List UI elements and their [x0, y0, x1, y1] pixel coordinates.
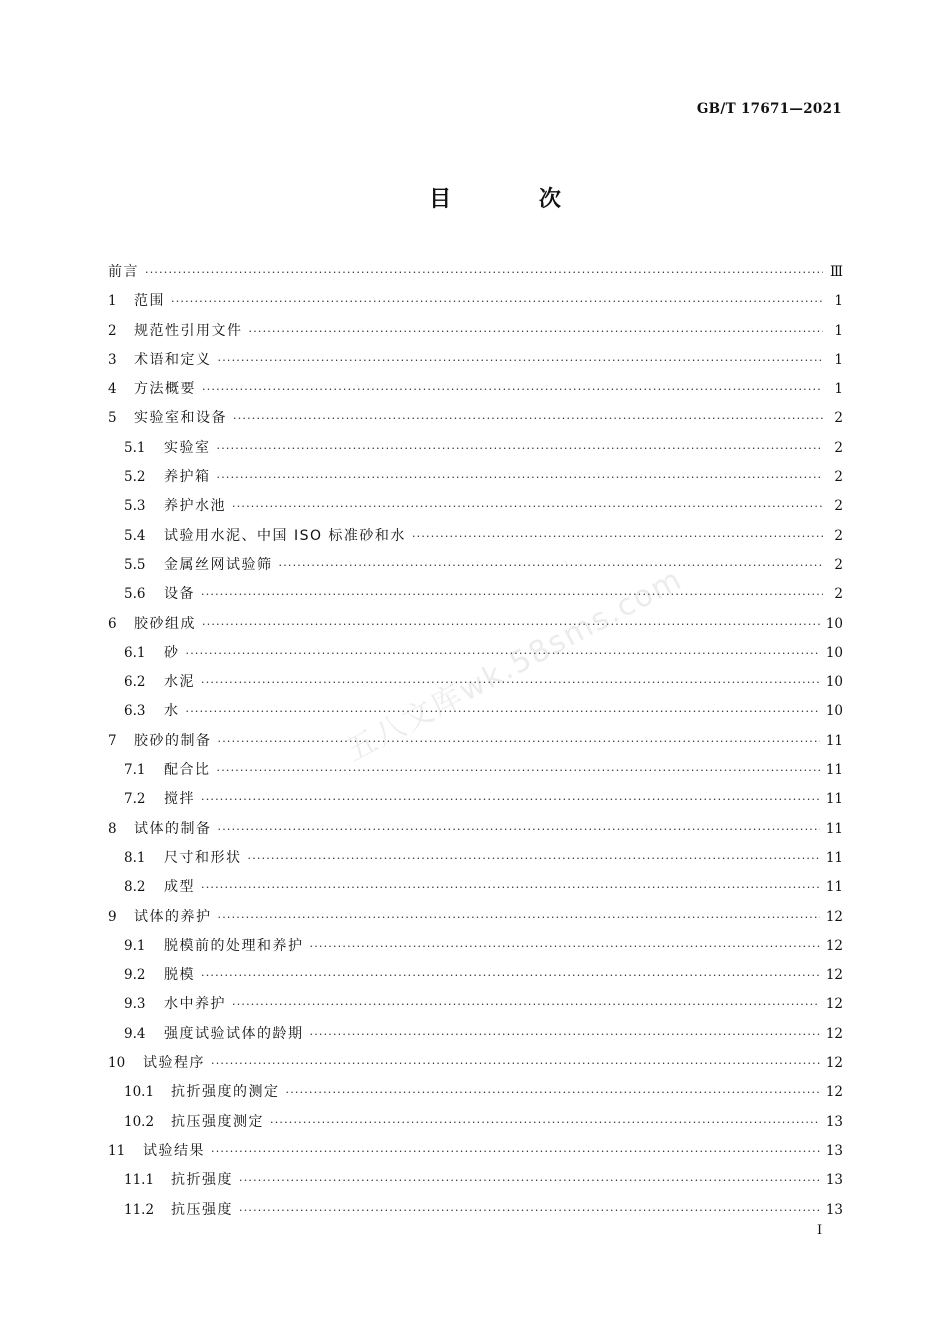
toc-entry[interactable]	[108, 346, 843, 375]
toc-entry-label: 尺寸和形状	[164, 849, 242, 866]
toc-entry-page: 2	[834, 439, 843, 456]
toc-entry-page: 12	[825, 908, 843, 925]
toc-entry-number: 8	[108, 820, 117, 837]
toc-entry-page: 2	[834, 527, 843, 544]
toc-entry-page: 11	[825, 849, 843, 866]
toc-entry[interactable]	[108, 756, 843, 785]
toc-leader-dots	[217, 463, 824, 492]
toc-entry-label: 砂	[164, 644, 180, 661]
toc-entry-page: 12	[825, 937, 843, 954]
toc-leader-dots	[201, 961, 820, 990]
toc-entry-label: 试验结果	[143, 1142, 205, 1159]
toc-entry-number: 10.1	[124, 1084, 155, 1101]
toc-entry-number: 9	[108, 908, 117, 925]
toc-leader-dots	[232, 990, 820, 1019]
toc-entry-label: 规范性引用文件	[134, 322, 243, 339]
toc-entry[interactable]	[108, 727, 843, 756]
toc-leader-dots	[201, 785, 820, 814]
toc-entry-label: 搅拌	[164, 791, 195, 808]
toc-entry-page: 10	[825, 644, 843, 661]
toc-leader-dots	[145, 258, 823, 287]
toc-entry-label: 术语和定义	[134, 351, 212, 368]
toc-leader-dots	[233, 404, 823, 433]
toc-entry[interactable]	[108, 1196, 843, 1225]
toc-leader-dots	[218, 346, 824, 375]
toc-entry-number: 7	[108, 732, 117, 749]
toc-entry-number: 6.3	[124, 703, 146, 720]
toc-entry[interactable]	[108, 258, 843, 287]
toc-entry-label: 范围	[134, 293, 165, 310]
toc-entry-number: 5.3	[124, 498, 146, 515]
toc-leader-dots	[310, 932, 820, 961]
toc-entry-number: 8.1	[124, 849, 146, 866]
toc-leader-dots	[279, 551, 824, 580]
toc-entry-number: 1	[108, 293, 117, 310]
toc-entry-label: 脱模	[164, 967, 195, 984]
toc-entry-page: 12	[825, 967, 843, 984]
page-title: 目 次	[429, 187, 601, 212]
toc-leader-dots	[171, 287, 823, 316]
toc-entry-number: 5	[108, 410, 117, 427]
toc-entry[interactable]	[108, 404, 843, 433]
toc-entry[interactable]	[108, 844, 843, 873]
toc-leader-dots	[286, 1078, 820, 1107]
toc-leader-dots	[232, 492, 823, 521]
toc-entry-number: 6.2	[124, 674, 146, 691]
toc-leader-dots	[248, 844, 820, 873]
toc-entry[interactable]	[108, 375, 843, 404]
toc-leader-dots	[270, 1108, 820, 1137]
toc-entry-page: 11	[825, 732, 843, 749]
toc-leader-dots	[239, 1166, 820, 1195]
toc-entry-page: 11	[825, 879, 843, 896]
toc-entry-label: 强度试验试体的龄期	[164, 1025, 304, 1042]
toc-entry-number: 10	[108, 1055, 126, 1072]
toc-entry-label: 水中养护	[164, 996, 226, 1013]
toc-entry-page: 1	[834, 293, 843, 310]
toc-entry[interactable]	[108, 815, 843, 844]
toc-entry[interactable]	[108, 1049, 843, 1078]
toc-entry-number: 6	[108, 615, 117, 632]
toc-leader-dots	[202, 610, 820, 639]
toc-entry[interactable]	[108, 1166, 843, 1195]
toc-entry-number: 5.6	[124, 586, 146, 603]
toc-entry[interactable]	[108, 1137, 843, 1166]
toc-entry[interactable]	[108, 932, 843, 961]
toc-entry-number: 2	[108, 322, 117, 339]
toc-entry-page: 1	[834, 381, 843, 398]
toc-leader-dots	[217, 756, 820, 785]
toc-entry-label: 抗折强度	[171, 1172, 233, 1189]
toc-entry[interactable]	[108, 1108, 843, 1137]
toc-entry-page: 13	[825, 1142, 843, 1159]
toc-entry-label: 试验用水泥、中国 ISO 标准砂和水	[164, 527, 406, 544]
toc-entry-page: 11	[825, 791, 843, 808]
toc-entry-number: 5.5	[124, 556, 146, 573]
toc-entry-number: 7.2	[124, 791, 146, 808]
toc-entry-page: 13	[825, 1113, 843, 1130]
toc-entry-label: 试验程序	[143, 1055, 205, 1072]
toc-entry-page: 10	[825, 703, 843, 720]
toc-entry[interactable]	[108, 551, 843, 580]
toc-entry-number: 11.2	[124, 1201, 155, 1218]
toc-entry[interactable]	[108, 492, 843, 521]
toc-entry[interactable]	[108, 522, 843, 551]
toc-entry-number: 10.2	[124, 1113, 155, 1130]
toc-entry[interactable]	[108, 1020, 843, 1049]
toc-entry-label: 养护箱	[164, 469, 211, 486]
toc-leader-dots	[412, 522, 823, 551]
toc-leader-dots	[239, 1196, 820, 1225]
table-of-contents	[108, 258, 843, 1225]
toc-entry[interactable]	[108, 580, 843, 609]
toc-entry-label: 脱模前的处理和养护	[164, 937, 304, 954]
toc-entry-number: 5.4	[124, 527, 146, 544]
toc-entry[interactable]	[108, 785, 843, 814]
toc-entry-label: 抗折强度的测定	[171, 1084, 280, 1101]
toc-entry-label: 胶砂的制备	[134, 732, 212, 749]
toc-entry-label: 方法概要	[134, 381, 196, 398]
toc-entry[interactable]	[108, 873, 843, 902]
toc-entry-page: 1	[834, 322, 843, 339]
toc-entry-label: 抗压强度测定	[171, 1113, 264, 1130]
toc-leader-dots	[310, 1020, 820, 1049]
toc-leader-dots	[201, 580, 823, 609]
toc-leader-dots	[211, 1049, 820, 1078]
toc-leader-dots	[218, 727, 820, 756]
toc-entry-page: 12	[825, 1084, 843, 1101]
toc-entry-page: 12	[825, 1055, 843, 1072]
toc-entry[interactable]	[108, 903, 843, 932]
toc-entry-number: 11.1	[124, 1172, 155, 1189]
toc-entry-number: 11	[108, 1142, 126, 1159]
toc-entry-page: 2	[834, 469, 843, 486]
toc-leader-dots	[218, 815, 820, 844]
toc-leader-dots	[217, 434, 824, 463]
toc-entry-label: 试体的制备	[134, 820, 212, 837]
page-number: I	[817, 1223, 823, 1238]
toc-entry-number: 6.1	[124, 644, 146, 661]
toc-entry-page: 2	[834, 556, 843, 573]
toc-entry-number: 7.1	[124, 762, 146, 779]
toc-entry-page: 2	[834, 586, 843, 603]
toc-entry-label: 金属丝网试验筛	[164, 556, 273, 573]
toc-entry-label: 胶砂组成	[134, 615, 196, 632]
toc-entry-page: Ⅲ	[829, 264, 843, 280]
toc-entry-number: 9.3	[124, 996, 146, 1013]
toc-leader-dots	[211, 1137, 820, 1166]
toc-entry[interactable]	[108, 434, 843, 463]
toc-entry-label: 实验室和设备	[134, 410, 227, 427]
toc-entry-number: 4	[108, 381, 117, 398]
toc-entry-label: 试体的养护	[134, 908, 212, 925]
toc-entry[interactable]	[108, 463, 843, 492]
toc-entry[interactable]	[108, 990, 843, 1019]
toc-entry-number: 3	[108, 351, 117, 368]
toc-entry-page: 11	[825, 820, 843, 837]
toc-entry-page: 2	[834, 410, 843, 427]
toc-entry-label: 水泥	[164, 674, 195, 691]
toc-entry-page: 10	[825, 615, 843, 632]
toc-entry-number: 8.2	[124, 879, 146, 896]
toc-leader-dots	[202, 375, 823, 404]
toc-entry-label: 抗压强度	[171, 1201, 233, 1218]
toc-entry-label: 前言	[108, 264, 139, 280]
toc-entry-label: 水	[164, 703, 180, 720]
toc-entry-page: 2	[834, 498, 843, 515]
toc-entry-page: 1	[834, 351, 843, 368]
toc-entry[interactable]	[108, 317, 843, 346]
toc-entry-label: 配合比	[164, 762, 211, 779]
toc-entry-page: 11	[825, 762, 843, 779]
toc-entry-page: 12	[825, 1025, 843, 1042]
toc-entry[interactable]	[108, 610, 843, 639]
toc-entry[interactable]	[108, 1078, 843, 1107]
toc-entry-number: 9.1	[124, 937, 146, 954]
watermark: 五八文库wk.58sms.com	[340, 561, 689, 769]
toc-entry-label: 设备	[164, 586, 195, 603]
toc-entry-page: 13	[825, 1201, 843, 1218]
toc-leader-dots	[186, 697, 820, 726]
toc-entry[interactable]	[108, 287, 843, 316]
toc-entry-page: 12	[825, 996, 843, 1013]
toc-leader-dots	[201, 873, 820, 902]
toc-entry[interactable]	[108, 961, 843, 990]
toc-entry-number: 9.2	[124, 967, 146, 984]
toc-entry-number: 9.4	[124, 1025, 146, 1042]
toc-leader-dots	[218, 903, 820, 932]
toc-entry-number: 5.1	[124, 439, 146, 456]
toc-leader-dots	[249, 317, 824, 346]
toc-entry-page: 13	[825, 1172, 843, 1189]
toc-entry-label: 实验室	[164, 439, 211, 456]
toc-entry-label: 成型	[164, 879, 195, 896]
toc-entry-page: 10	[825, 674, 843, 691]
standard-code: GB/T 17671—2021	[696, 101, 842, 117]
toc-entry-label: 养护水池	[164, 498, 226, 515]
toc-entry-number: 5.2	[124, 469, 146, 486]
